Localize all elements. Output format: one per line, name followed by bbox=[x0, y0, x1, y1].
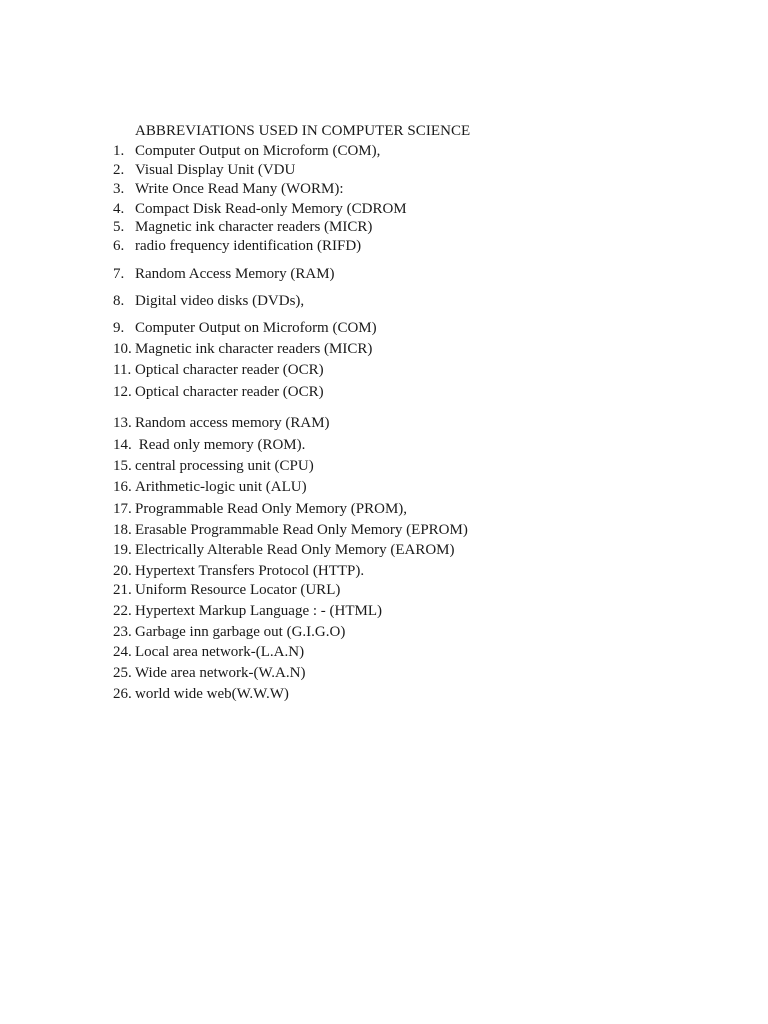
list-item bbox=[0, 520, 768, 540]
list-item bbox=[0, 339, 768, 359]
item-text: Arithmetic-logic unit (ALU) bbox=[135, 479, 307, 495]
list-item bbox=[0, 561, 768, 581]
item-number: 3. bbox=[113, 181, 125, 197]
item-number: 24. bbox=[113, 644, 132, 660]
list-item bbox=[0, 413, 768, 433]
item-number: 26. bbox=[113, 686, 132, 702]
list-item bbox=[0, 291, 768, 311]
item-text: Read only memory (ROM). bbox=[135, 437, 306, 453]
item-text: Compact Disk Read-only Memory (CDROM bbox=[135, 201, 407, 217]
item-number: 19. bbox=[113, 542, 132, 558]
item-number: 20. bbox=[113, 563, 132, 579]
item-number: 13. bbox=[113, 415, 132, 431]
item-text: Computer Output on Microform (COM), bbox=[135, 143, 381, 159]
list-item bbox=[0, 540, 768, 560]
list-item bbox=[0, 199, 768, 219]
item-text: Electrically Alterable Read Only Memory (EAROM) bbox=[135, 542, 455, 558]
item-text: Garbage inn garbage out (G.I.G.O) bbox=[135, 624, 346, 640]
list-item bbox=[0, 141, 768, 161]
document-title: ABBREVIATIONS USED IN COMPUTER SCIENCE bbox=[135, 123, 471, 139]
item-text: Programmable Read Only Memory (PROM), bbox=[135, 501, 408, 517]
item-number: 18. bbox=[113, 522, 132, 538]
item-number: 12. bbox=[113, 384, 132, 400]
item-text: Local area network-(L.A.N) bbox=[135, 644, 305, 660]
list-item bbox=[0, 663, 768, 683]
list-item bbox=[0, 382, 768, 402]
item-number: 9. bbox=[113, 320, 125, 336]
item-text: Optical character reader (OCR) bbox=[135, 362, 324, 378]
item-number: 6. bbox=[113, 238, 125, 254]
item-number: 8. bbox=[113, 293, 125, 309]
item-number: 5. bbox=[113, 219, 125, 235]
item-number: 23. bbox=[113, 624, 132, 640]
list-item bbox=[0, 264, 768, 284]
item-text: Magnetic ink character readers (MICR) bbox=[135, 341, 373, 357]
list-item bbox=[0, 684, 768, 704]
list-item bbox=[0, 499, 768, 519]
item-text: Computer Output on Microform (COM) bbox=[135, 320, 377, 336]
item-text: Hypertext Transfers Protocol (HTTP). bbox=[135, 563, 365, 579]
list-item bbox=[0, 622, 768, 642]
item-number: 1. bbox=[113, 143, 125, 159]
item-number: 14. bbox=[113, 437, 132, 453]
list-item bbox=[0, 435, 768, 455]
item-text: Random access memory (RAM) bbox=[135, 415, 330, 431]
item-number: 25. bbox=[113, 665, 132, 681]
list-item bbox=[0, 318, 768, 338]
item-number: 4. bbox=[113, 201, 125, 217]
item-number: 2. bbox=[113, 162, 125, 178]
item-text: world wide web(W.W.W) bbox=[135, 686, 289, 702]
item-number: 16. bbox=[113, 479, 132, 495]
list-item bbox=[0, 179, 768, 199]
item-number: 15. bbox=[113, 458, 132, 474]
item-number: 21. bbox=[113, 582, 132, 598]
item-text: Magnetic ink character readers (MICR) bbox=[135, 219, 373, 235]
list-item bbox=[0, 360, 768, 380]
list-item bbox=[0, 642, 768, 662]
item-text: Hypertext Markup Language : - (HTML) bbox=[135, 603, 383, 619]
item-number: 17. bbox=[113, 501, 132, 517]
item-text: Optical character reader (OCR) bbox=[135, 384, 324, 400]
item-text: radio frequency identification (RIFD) bbox=[135, 238, 362, 254]
list-item bbox=[0, 217, 768, 237]
item-number: 10. bbox=[113, 341, 132, 357]
item-number: 11. bbox=[113, 362, 132, 378]
list-item bbox=[0, 580, 768, 600]
list-item bbox=[0, 601, 768, 621]
item-text: Digital video disks (DVDs), bbox=[135, 293, 305, 309]
list-item bbox=[0, 160, 768, 180]
list-item bbox=[0, 477, 768, 497]
item-text: Uniform Resource Locator (URL) bbox=[135, 582, 341, 598]
item-number: 22. bbox=[113, 603, 132, 619]
list-item bbox=[0, 236, 768, 256]
item-text: Random Access Memory (RAM) bbox=[135, 266, 335, 282]
item-number: 7. bbox=[113, 266, 125, 282]
item-text: Erasable Programmable Read Only Memory (EPROM) bbox=[135, 522, 468, 538]
item-text: Visual Display Unit (VDU bbox=[135, 162, 296, 178]
list-item bbox=[0, 456, 768, 476]
item-text: central processing unit (CPU) bbox=[135, 458, 314, 474]
item-text: Write Once Read Many (WORM): bbox=[135, 181, 344, 197]
item-text: Wide area network-(W.A.N) bbox=[135, 665, 306, 681]
